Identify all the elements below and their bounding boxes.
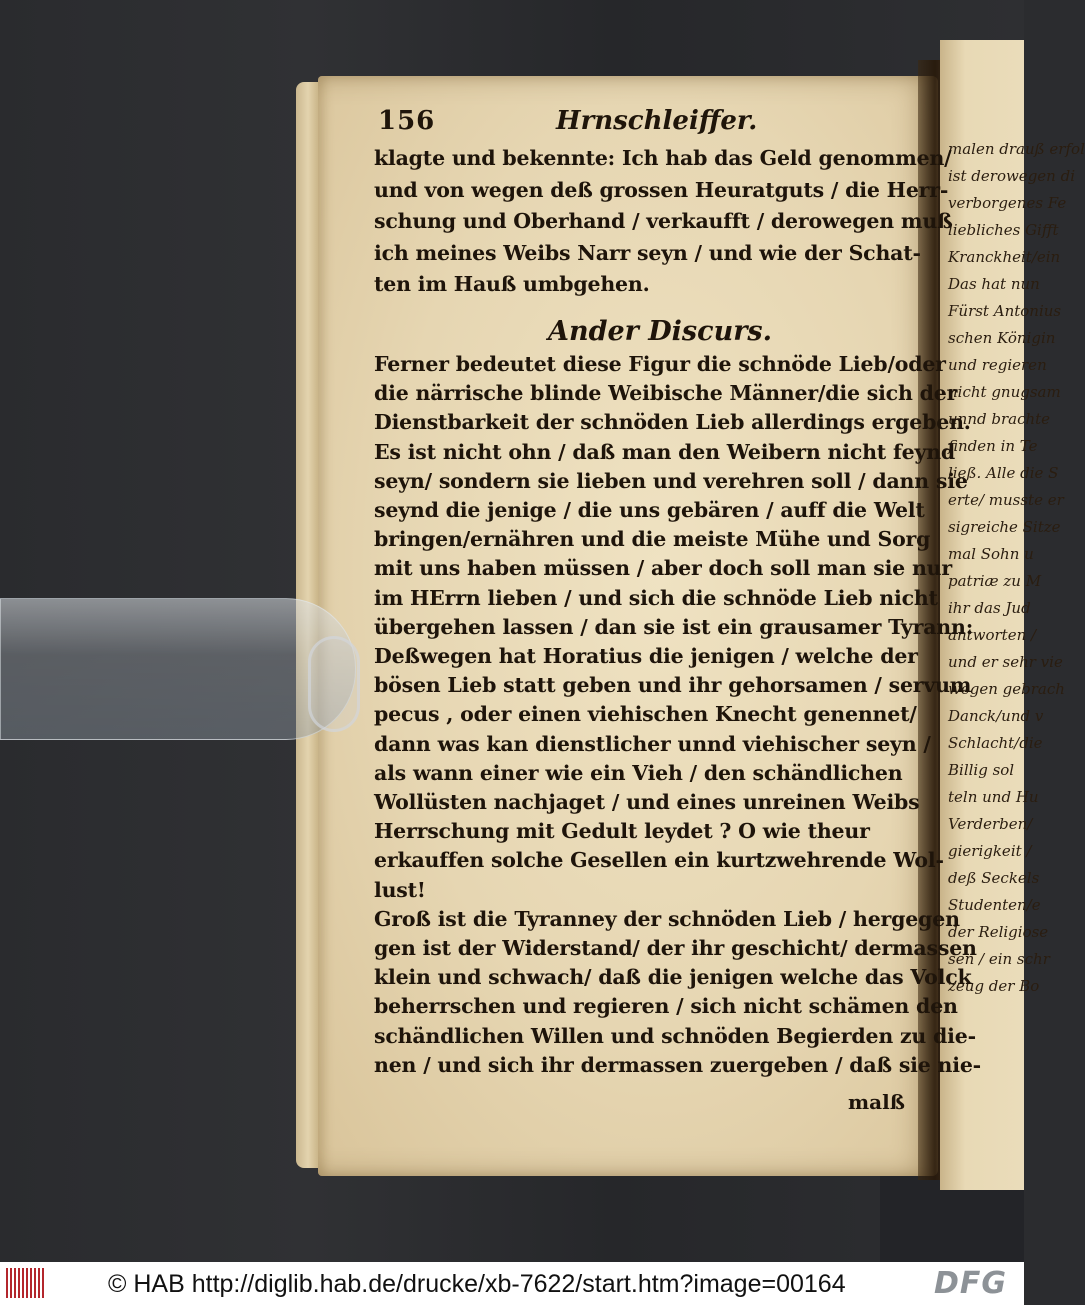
right-page-line: und regieren xyxy=(948,356,1047,374)
text-line: Herrschung mit Gedult leydet ? O wie theur xyxy=(374,819,870,844)
text-line: Es ist nicht ohn / daß man den Weibern nicht feynd xyxy=(374,439,956,464)
right-page-line: malen drauß erfol xyxy=(948,140,1085,158)
text-line: als wann einer wie ein Vieh / den schändlichen xyxy=(374,760,903,785)
right-page-line: erte/ musste er xyxy=(948,491,1064,509)
dfg-logo: DFG xyxy=(934,1266,1008,1301)
right-page-line: mal Sohn u xyxy=(948,545,1034,563)
text-line: Dienstbarkeit der schnöden Lieb allerdings ergeben. xyxy=(374,410,971,435)
right-page-line: schen Königin xyxy=(948,329,1056,347)
right-page-line: und er sehr vie xyxy=(948,653,1063,671)
right-page-line: Kranckheit/ein xyxy=(948,248,1061,266)
right-page-line: sen / ein schr xyxy=(948,950,1050,968)
text-line: klein und schwach/ daß die jenigen welche das Volck xyxy=(374,965,972,990)
right-page-line: antworten / xyxy=(948,626,1037,644)
text-line: pecus , oder einen viehischen Knecht genennet/ xyxy=(374,702,917,727)
right-page-line: nicht gnugsam xyxy=(948,383,1061,401)
text-line: schung und Oberhand / verkaufft / derowegen muß xyxy=(374,209,953,233)
right-page-line: ließ. Alle die S xyxy=(948,464,1059,482)
right-page-line: Verderben/ xyxy=(948,815,1033,833)
text-line: beherrschen und regieren / sich nicht schämen den xyxy=(374,994,958,1019)
text-line: erkauffen solche Gesellen ein kurtzwehrende Wol- xyxy=(374,848,944,873)
right-page-line: ist derowegen di xyxy=(948,167,1075,185)
right-page-line: teln und Hu xyxy=(948,788,1039,806)
right-page-line: finden in Te xyxy=(948,437,1038,455)
right-page-line: unnd brachte xyxy=(948,410,1051,428)
text-line: dann was kan dienstlicher unnd viehischer seyn / xyxy=(374,731,931,756)
text-line: übergehen lassen / dan sie ist ein grausamer Tyrann: xyxy=(374,614,974,639)
text-line: schändlichen Willen und schnöden Begierden zu die- xyxy=(374,1023,976,1048)
hab-logo-icon xyxy=(6,1268,46,1298)
right-page-line: Schlacht/die xyxy=(948,734,1043,752)
right-page-line: sigreiche Sitze xyxy=(948,518,1061,536)
text-line: gen ist der Widerstand/ der ihr geschicht/ dermassen xyxy=(374,936,977,960)
page-number: 156 xyxy=(378,106,436,136)
right-page-line: wegen gebrach xyxy=(948,680,1065,698)
right-page-line: gierigkeit / xyxy=(948,842,1032,860)
citation-link[interactable]: © HAB http://diglib.hab.de/drucke/xb-7622/start.htm?image=00164 xyxy=(108,1270,846,1298)
text-line: Ferner bedeutet diese Figur die schnöde Lieb/oder xyxy=(374,352,946,376)
text-line: Wollüsten nachjaget / und eines unreinen Weibs xyxy=(374,790,920,814)
running-head: Hrnschleiffer. xyxy=(556,106,758,136)
glass-book-weight xyxy=(0,598,356,740)
text-line: bösen Lieb statt geben und ihr gehorsamen / servum xyxy=(374,673,972,698)
text-line: im HErrn lieben / und sich die schnöde Lieb nicht xyxy=(374,585,938,610)
right-page-line: ihr das Jud xyxy=(948,599,1031,617)
text-line: Groß ist die Tyranney der schnöden Lieb / hergegen xyxy=(374,906,960,931)
text-line: ten im Hauß umbgehen. xyxy=(374,272,650,296)
section-title: Ander Discurs. xyxy=(548,316,773,347)
text-line: Deßwegen hat Horatius die jenigen / welche der xyxy=(374,644,918,668)
text-line: seyn/ sondern sie lieben und verehren soll / dann sie xyxy=(374,468,968,493)
text-line: seynd die jenige / die uns gebären / auff die Welt xyxy=(374,498,925,522)
text-line: ich meines Weibs Narr seyn / und wie der Schat- xyxy=(374,240,921,265)
text-line: lust! xyxy=(374,877,426,902)
right-page-line: zeug der Bo xyxy=(948,977,1040,995)
right-page-line: patriæ zu M xyxy=(948,572,1042,590)
right-page-line: verborgenes Fe xyxy=(948,194,1067,212)
right-page-line: Billig sol xyxy=(948,761,1015,779)
right-page-line: Studenten/e xyxy=(948,896,1041,914)
right-page-line: liebliches Gifft xyxy=(948,221,1059,239)
right-page-line: Fürst Antonius xyxy=(948,302,1062,320)
text-line: klagte und bekennte: Ich hab das Geld genommen/ xyxy=(374,146,952,170)
text-line: mit uns haben müssen / aber doch soll man sie nur xyxy=(374,556,952,581)
text-line: die närrische blinde Weibische Männer/die sich der xyxy=(374,381,958,406)
right-page-line: deß Seckels xyxy=(948,869,1040,887)
text-line: bringen/ernähren und die meiste Mühe und Sorg xyxy=(374,527,931,552)
right-page-line: Danck/und v xyxy=(948,707,1044,725)
right-page-line: der Religiose xyxy=(948,923,1049,941)
glass-book-weight-rim xyxy=(308,636,360,732)
catchword: malß xyxy=(848,1090,905,1114)
text-line: nen / und sich ihr dermassen zuergeben / daß sie nie- xyxy=(374,1052,981,1077)
right-page-line: Das hat nun xyxy=(948,275,1040,293)
text-line: und von wegen deß grossen Heuratguts / die Herr- xyxy=(374,177,949,202)
page-header xyxy=(378,106,908,140)
